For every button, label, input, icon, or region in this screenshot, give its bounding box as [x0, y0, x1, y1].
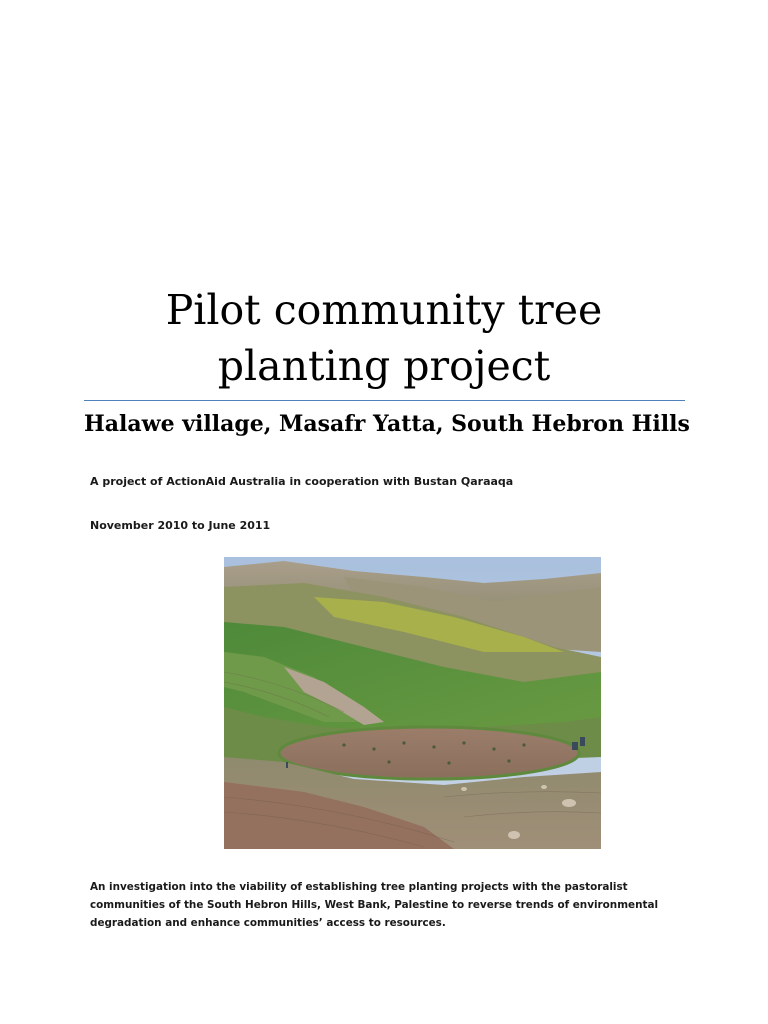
- project-description: An investigation into the viability of establishing tree planting projects with the pastoralist communities of the South Hebron Hills, West Bank, Palestine to reverse trends of environmental degradation and enhance communities’ access to resources.: [90, 881, 659, 929]
- project-credit: A project of ActionAid Australia in cooperation with Bustan Qaraaqa: [90, 475, 514, 488]
- hillside-photo-illustration: [224, 557, 601, 849]
- title-divider: [84, 400, 685, 401]
- landscape-photo: [224, 557, 601, 849]
- document-title: [84, 282, 684, 394]
- document-subtitle: Halawe village, Masafr Yatta, South Hebron Hills: [84, 411, 690, 437]
- title-line-1: Pilot community tree: [165, 286, 603, 334]
- title-line-2: planting project: [217, 342, 551, 390]
- project-date-range: November 2010 to June 2011: [90, 519, 271, 532]
